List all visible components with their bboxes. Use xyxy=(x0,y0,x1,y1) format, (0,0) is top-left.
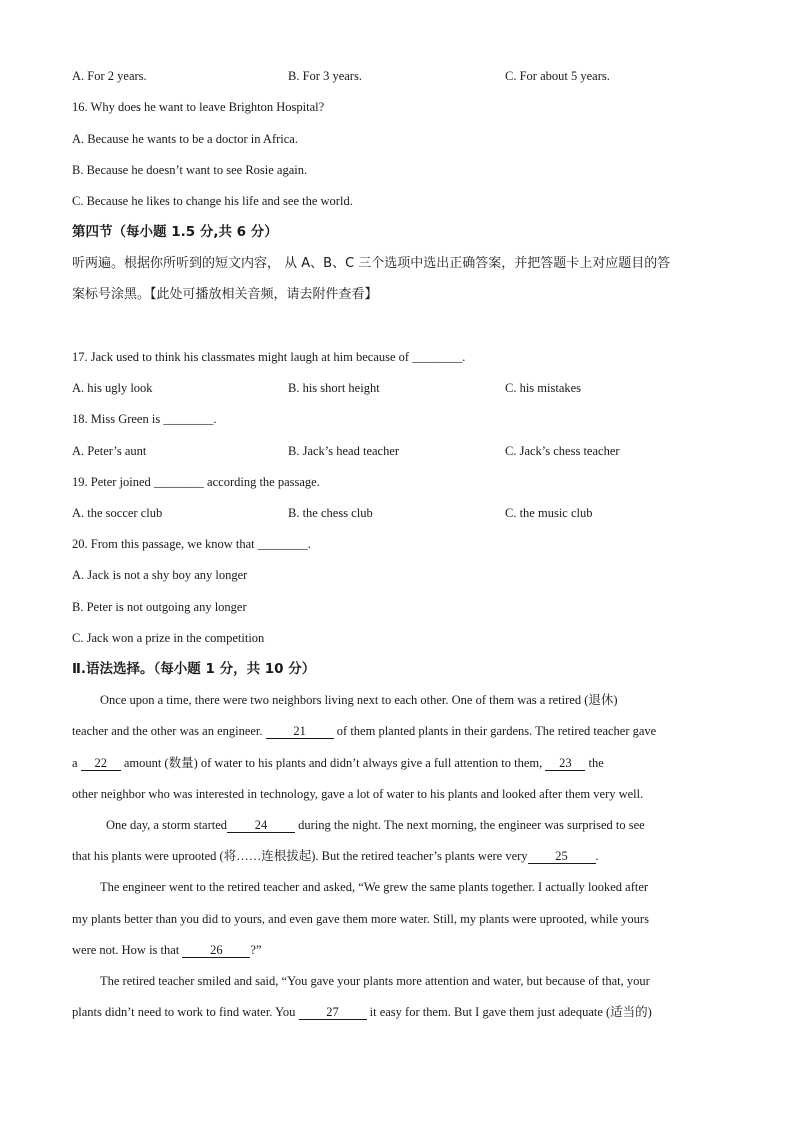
passage-text: The retired teacher smiled and said, “You gave your plants more attention and water, but because of that, your xyxy=(100,974,650,988)
passage-text: the xyxy=(585,756,604,770)
blank-27[interactable]: 27 xyxy=(299,1005,367,1020)
section4-title: 第四节（每小题 1.5 分,共 6 分） xyxy=(72,224,278,240)
passage-text: other neighbor who was interested in technology, gave a lot of water to his plants and looked after them very well. xyxy=(72,787,644,801)
blank-21[interactable]: 21 xyxy=(266,724,334,739)
blank-26[interactable]: 26 xyxy=(182,943,250,958)
blank-24[interactable]: 24 xyxy=(227,818,295,833)
passage-p1-line2 xyxy=(72,723,722,739)
passage-text: a xyxy=(72,756,81,770)
passage-text: teacher and the other was an engineer. xyxy=(72,724,266,738)
blank-23[interactable]: 23 xyxy=(545,756,585,771)
passage-text: it easy for them. But I gave them just adequate (适当的) xyxy=(366,1005,652,1019)
section4-instruction-line1: 听两遍。根据你所听到的短文内容， 从 A、B、C 三个选项中选出正确答案，并把答题卡上对应题目的答 xyxy=(72,256,671,271)
q18-question: 18. Miss Green is ________. xyxy=(72,412,217,426)
passage-text: were not. How is that xyxy=(72,943,183,957)
q16-option-b: B. Because he doesn’t want to see Rosie again. xyxy=(72,163,308,177)
q17-question: 17. Jack used to think his classmates might laugh at him because of ________. xyxy=(72,350,466,364)
q19-option-b: B. the chess club xyxy=(288,506,373,520)
passage-text: that his plants were uprooted (将……连根拔起). But the retired teacher’s plants were very xyxy=(72,849,528,863)
passage-text: One day, a storm started xyxy=(106,818,228,832)
passage-p4-line1 xyxy=(100,973,750,989)
q20-option-c: C. Jack won a prize in the competition xyxy=(72,631,265,645)
q17-option-a: A. his ugly look xyxy=(72,381,153,395)
passage-p3-line2 xyxy=(72,911,722,927)
passage-p1-line1 xyxy=(100,692,750,708)
q16-question: 16. Why does he want to leave Brighton Hospital? xyxy=(72,100,325,114)
q16-option-c: C. Because he likes to change his life and see the world. xyxy=(72,194,353,208)
q18-option-a: A. Peter’s aunt xyxy=(72,444,147,458)
q20-option-a: A. Jack is not a shy boy any longer xyxy=(72,568,248,582)
passage-text: plants didn’t need to work to find water. You xyxy=(72,1005,299,1019)
passage-p2-line1 xyxy=(106,817,756,833)
passage-p3-line3 xyxy=(72,942,722,958)
passage-p1-line3 xyxy=(72,755,722,771)
passage-p2-line2 xyxy=(72,848,722,864)
blank-25[interactable]: 25 xyxy=(528,849,596,864)
q20-question: 20. From this passage, we know that ________. xyxy=(72,537,311,551)
blank-22[interactable]: 22 xyxy=(81,756,121,771)
passage-p4-line2 xyxy=(72,1004,722,1020)
passage-text: ?” xyxy=(250,943,262,957)
passage-text: . xyxy=(595,849,599,863)
passage-text: during the night. The next morning, the engineer was surprised to see xyxy=(295,818,645,832)
grammar-title: Ⅱ.语法选择。（每小题 1 分，共 10 分） xyxy=(72,661,316,677)
q19-option-c: C. the music club xyxy=(505,506,593,520)
q19-option-a: A. the soccer club xyxy=(72,506,163,520)
q15-option-b: B. For 3 years. xyxy=(288,69,362,83)
q20-option-b: B. Peter is not outgoing any longer xyxy=(72,600,247,614)
q16-option-a: A. Because he wants to be a doctor in Africa. xyxy=(72,132,298,146)
passage-p3-line1 xyxy=(100,879,750,895)
q19-question: 19. Peter joined ________ according the passage. xyxy=(72,475,320,489)
q17-option-b: B. his short height xyxy=(288,381,380,395)
q15-option-c: C. For about 5 years. xyxy=(505,69,610,83)
passage-p1-line4 xyxy=(72,786,722,802)
passage-text: of them planted plants in their gardens. The retired teacher gave xyxy=(333,724,657,738)
passage-text: The engineer went to the retired teacher and asked, “We grew the same plants together. I actually looked after xyxy=(100,880,649,894)
q15-option-a: A. For 2 years. xyxy=(72,69,147,83)
q18-option-b: B. Jack’s head teacher xyxy=(288,444,400,458)
passage-text: my plants better than you did to yours, and even gave them more water. Still, my plants were uprooted, while yours xyxy=(72,912,649,926)
q17-option-c: C. his mistakes xyxy=(505,381,582,395)
passage-text: Once upon a time, there were two neighbors living next to each other. One of them was a retired (退休) xyxy=(100,693,618,707)
passage-text: amount (数量) of water to his plants and didn’t always give a full attention to them, xyxy=(120,756,546,770)
section4-instruction-line2: 案标号涂黑。【此处可播放相关音频，请去附件查看】 xyxy=(72,287,378,302)
q18-option-c: C. Jack’s chess teacher xyxy=(505,444,620,458)
